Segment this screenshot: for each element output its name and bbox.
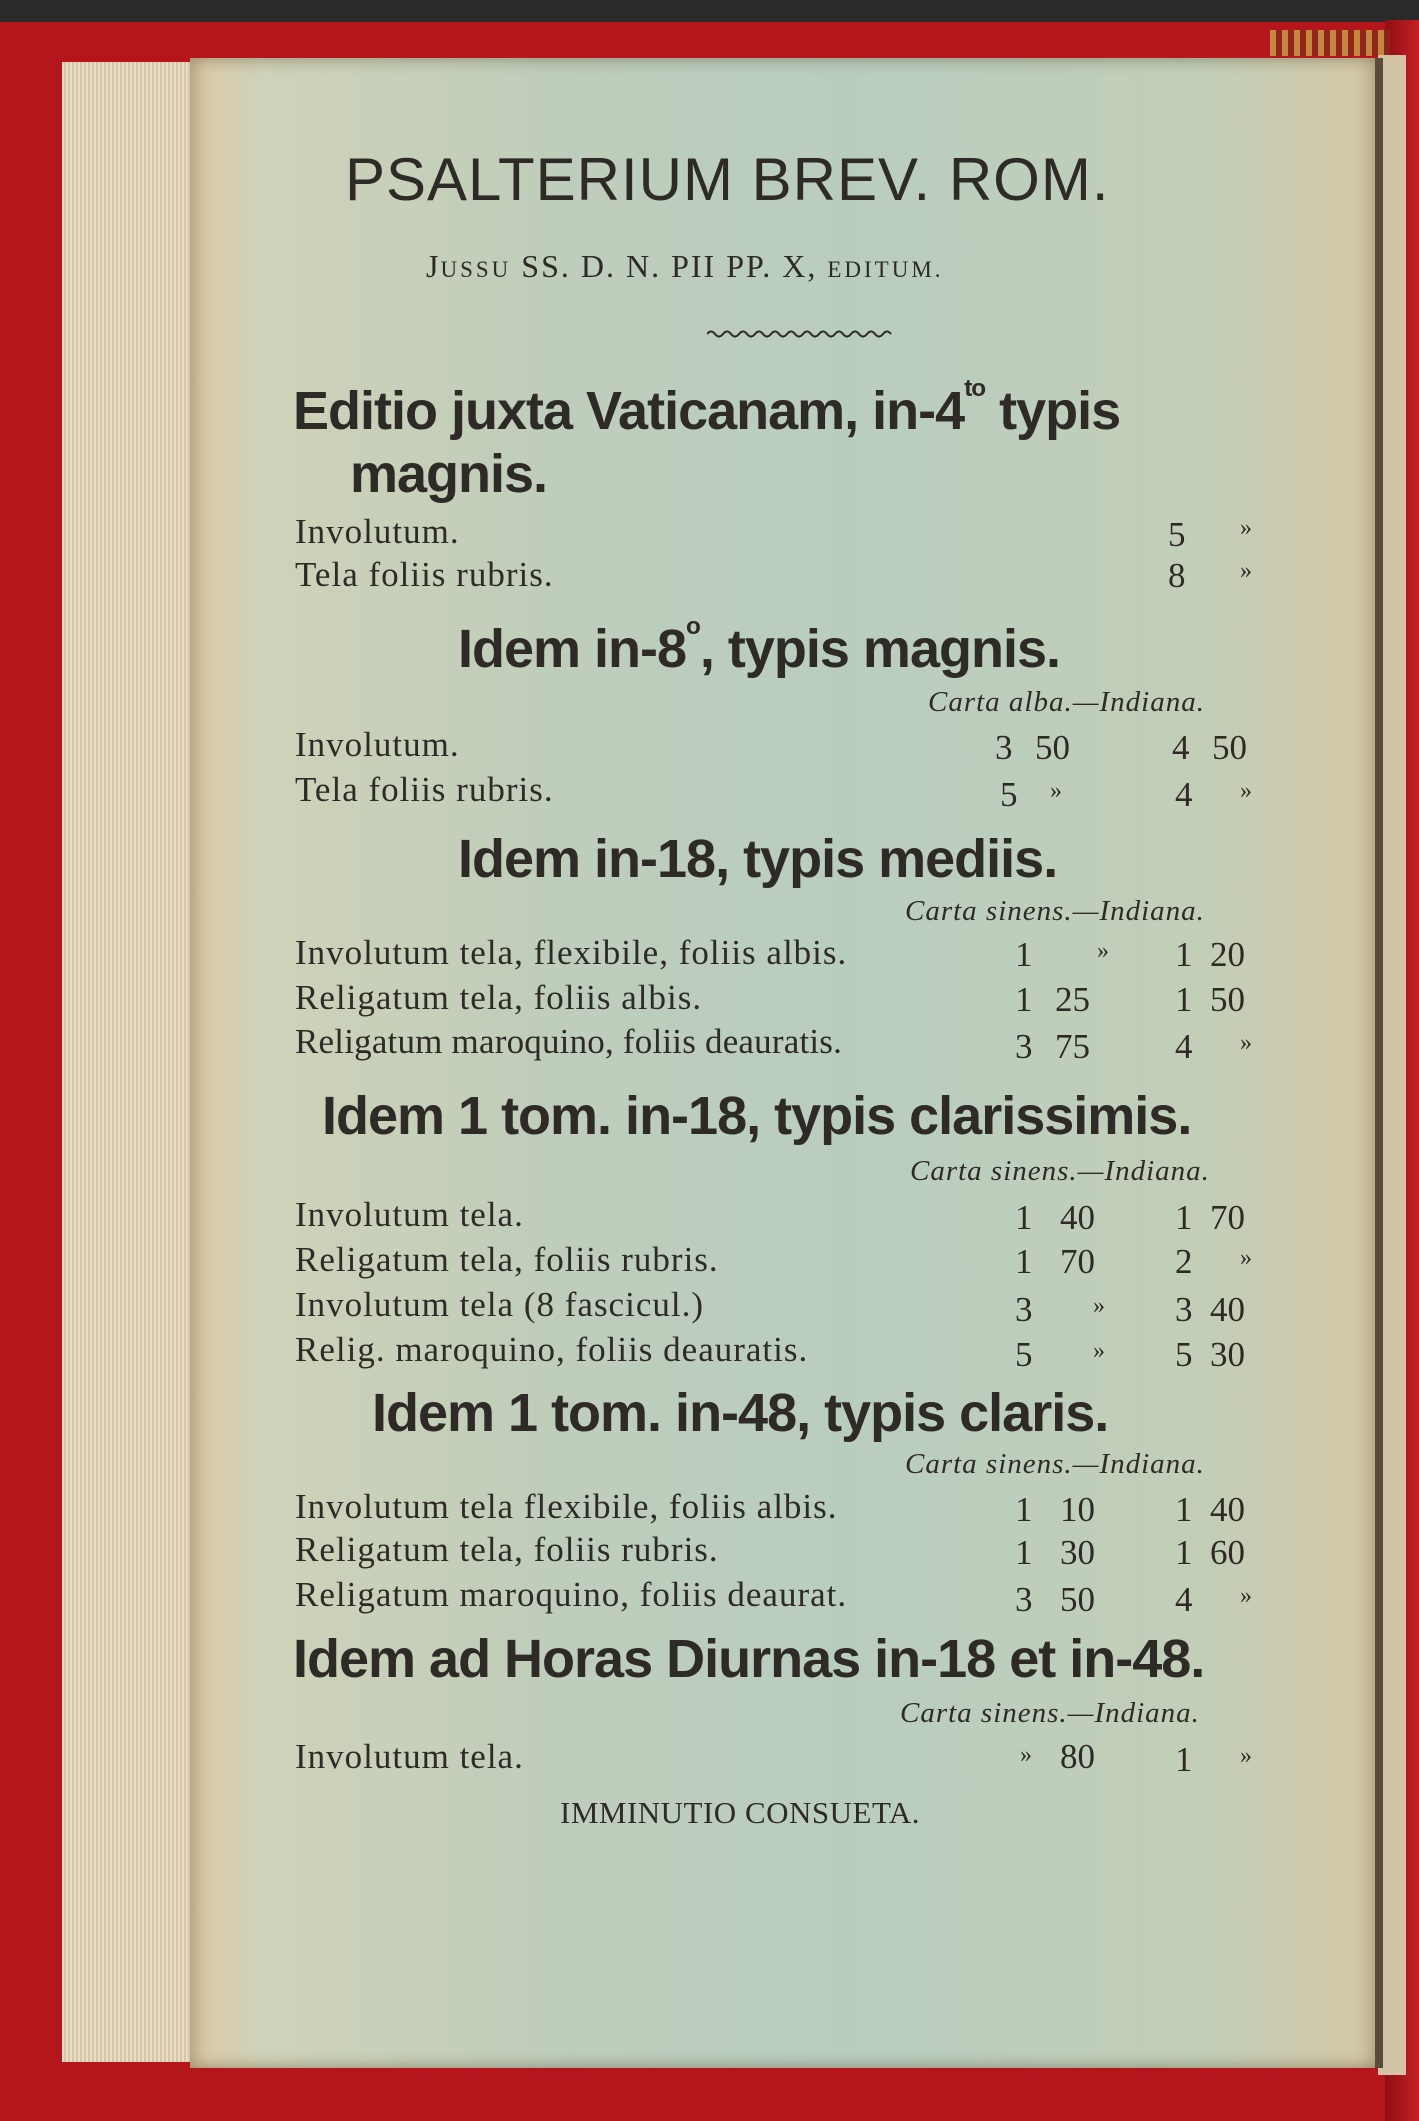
page-leaves [62,62,197,2062]
price-cents: 40 [1210,1290,1245,1329]
price-cents: » [1240,558,1252,584]
price-cents: 50 [1060,1580,1095,1619]
heading-tail: typis [985,381,1121,441]
list-item-label: Religatum maroquino, foliis deauratis. [295,1022,843,1061]
price-units: 4 [1172,728,1190,767]
price-cents: » [1240,1743,1252,1769]
price-units: 1 [1175,1198,1193,1237]
price-cents: 10 [1060,1490,1095,1529]
list-item-label: Involutum tela (8 fascicul.) [295,1285,704,1324]
column-header: Carta sinens.—Indiana. [900,1697,1200,1729]
price-units: » [1020,1742,1032,1768]
list-item-label: Involutum tela. [295,1195,524,1234]
price-cents: 75 [1055,1027,1090,1066]
price-units: 1 [1015,980,1033,1019]
price-cents: » [1240,1030,1252,1056]
column-header: Carta sinens.—Indiana. [905,1448,1205,1480]
price-cents: » [1240,778,1252,804]
price-cents: 70 [1210,1198,1245,1237]
price-units: 3 [1175,1290,1193,1329]
price-cents: » [1097,938,1109,964]
price-cents: » [1240,1583,1252,1609]
price-units: 3 [1015,1290,1033,1329]
list-item-label: Relig. maroquino, foliis deauratis. [295,1330,809,1369]
price-units: 1 [1175,935,1193,974]
price-units: 3 [1015,1580,1033,1619]
price-units: 1 [1015,935,1033,974]
price-units: 1 [1015,1198,1033,1237]
price-cents: » [1050,778,1062,804]
list-item-label: Involutum tela, flexibile, foliis albis. [295,933,848,972]
price-cents: 40 [1060,1198,1095,1237]
price-cents: 40 [1210,1490,1245,1529]
subtitle-editum: EDITUM. [827,257,944,282]
price-units: 1 [1175,1533,1193,1572]
price-cents: 50 [1212,728,1247,767]
price-cents: 50 [1035,728,1070,767]
price-cents: 60 [1210,1533,1245,1572]
list-item-label: Involutum. [295,512,460,551]
price-units: 4 [1175,1580,1193,1619]
price-units: 5 [1168,515,1186,554]
column-header: Carta alba.—Indiana. [928,686,1205,718]
price-cents: » [1093,1293,1105,1319]
price-units: 5 [1175,1335,1193,1374]
list-item-label: Involutum tela flexibile, foliis albis. [295,1487,838,1526]
heading-text: Idem in-8 [458,619,687,679]
heading-text: Editio juxta Vaticanam, in-4 [293,381,965,441]
list-item-label: Tela foliis rubris. [295,770,554,809]
heading-tail: , typis magnis. [699,619,1060,679]
price-units: 4 [1175,1027,1193,1066]
list-item-label: Religatum tela, foliis rubris. [295,1530,719,1569]
section-heading-line2: magnis. [350,444,548,504]
page-gutter [1375,58,1383,2068]
list-item-label: Involutum tela. [295,1737,524,1776]
list-item-label: Religatum maroquino, foliis deaurat. [295,1575,848,1614]
price-units: 8 [1168,556,1186,595]
price-cents: 30 [1210,1335,1245,1374]
price-cents: » [1240,1245,1252,1271]
page-subtitle [426,248,944,285]
footer-note: IMMINUTIO CONSUETA. [560,1795,921,1830]
price-cents: » [1240,515,1252,541]
price-cents: 80 [1060,1737,1095,1776]
section-heading [293,375,1121,442]
subtitle-small: USSU [440,257,512,282]
price-cents: 70 [1060,1242,1095,1281]
heading-sup: o [686,613,700,641]
price-units: 1 [1175,1740,1193,1779]
list-item-label: Religatum tela, foliis albis. [295,978,703,1017]
wavy-rule-ornament [707,328,892,340]
price-units: 4 [1175,775,1193,814]
gilt-page-edges [1270,30,1390,56]
price-cents: 50 [1210,980,1245,1019]
price-units: 3 [1015,1027,1033,1066]
section-heading: Idem in-18, typis mediis. [458,829,1058,889]
subtitle-lead: J [426,248,441,284]
price-units: 1 [1015,1242,1033,1281]
heading-sup: to [964,375,986,403]
section-heading [458,613,1060,680]
section-heading: Idem ad Horas Diurnas in-18 et in-48. [293,1629,1205,1689]
column-header: Carta sinens.—Indiana. [910,1155,1210,1187]
price-units: 1 [1175,980,1193,1019]
section-heading: Idem 1 tom. in-48, typis claris. [372,1383,1109,1443]
price-units: 1 [1175,1490,1193,1529]
list-item-label: Tela foliis rubris. [295,555,554,594]
subtitle-main: SS. D. N. PII PP. X, [511,248,828,284]
column-header: Carta sinens.—Indiana. [905,895,1205,927]
price-units: 5 [1000,775,1018,814]
list-item-label: Involutum. [295,725,460,764]
price-cents: » [1093,1338,1105,1364]
list-item-label: Religatum tela, foliis rubris. [295,1240,719,1279]
section-heading: Idem 1 tom. in-18, typis clarissimis. [322,1086,1192,1146]
price-units: 1 [1015,1490,1033,1529]
price-units: 5 [1015,1335,1033,1374]
price-units: 1 [1015,1533,1033,1572]
price-units: 2 [1175,1242,1193,1281]
page-title: PSALTERIUM BREV. ROM. [345,146,1110,213]
price-cents: 25 [1055,980,1090,1019]
price-units: 3 [995,728,1013,767]
price-cents: 20 [1210,935,1245,974]
price-cents: 30 [1060,1533,1095,1572]
